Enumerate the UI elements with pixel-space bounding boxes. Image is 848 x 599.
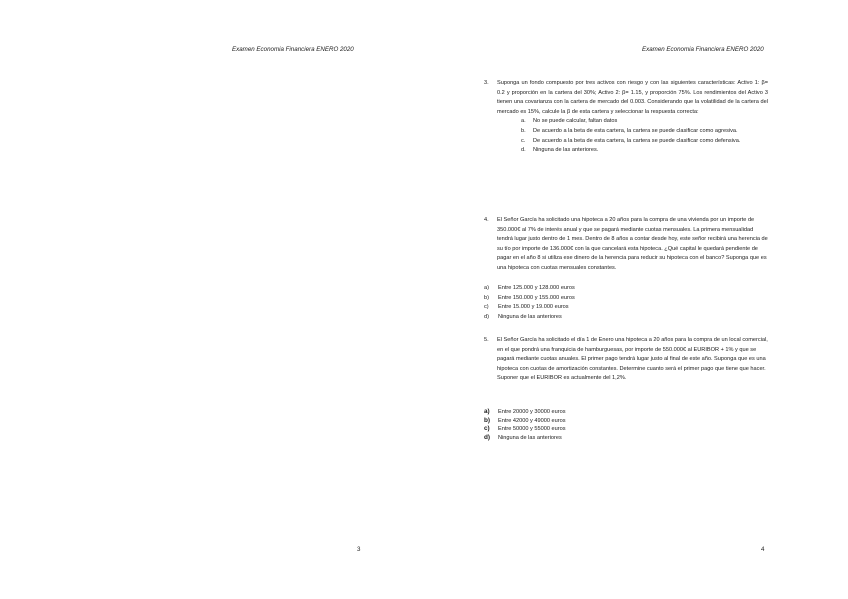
option-b: b) Entre 42000 y 49000 euros [484, 416, 566, 424]
question-4 [484, 216, 768, 274]
question-number: 5. [484, 337, 489, 343]
option-b: b. De acuerdo a la beta de esta cartera, la cartera se puede clasificar como agresiva. [521, 127, 738, 134]
page-number: 3 [357, 546, 361, 553]
option-c: c) Entre 50000 y 55000 euros [484, 425, 566, 433]
question-5 [484, 336, 768, 384]
option-c: c) Entre 15.000 y 19.000 euros [484, 304, 569, 311]
option-d: d) Ninguna de las anteriores [484, 313, 562, 320]
question-4-options [484, 284, 768, 322]
option-a: a) Entre 20000 y 30000 euros [484, 408, 566, 415]
question-text: El Señor García ha solicitado una hipoteca a 20 años para la compra de una vivienda por un importe de 350.000€ al 7% de interés anual y que se pagará mediante cuotas mensuales. La primera mensualidad tendrá lugar justo dentro de 1 mes. Dentro de 8 años a contar desde hoy, este señor recibirá una herencia de su tío por importe de 136.000€ con la que cancelará esta hipoteca. ¿Qué capital le quedará pendiente de pagar en el año 8 si utiliza ese dinero de la herencia para reducir su hipoteca con el banco? Suponga que es una hipoteca con cuotas mensuales constantes. [497, 217, 768, 271]
question-number: 3. [484, 80, 489, 86]
option-d: d) Ninguna de las anteriores [484, 433, 562, 441]
page-header: Examen Economia Financiera ENERO 2020 [642, 46, 764, 53]
option-d: d. Ninguna de las anteriores. [521, 147, 599, 154]
option-a: a. No se puede calcular, faltan datos [521, 118, 618, 125]
right-page [424, 0, 848, 599]
page-number: 4 [761, 546, 765, 553]
question-5-options [484, 408, 768, 442]
question-number: 4. [484, 217, 489, 223]
question-text: Suponga un fondo compuesto por tres activos con riesgo y con las siguientes características: Activo 1: β= 0.2 y proporción en la cartera del 30%; Activo 2: β= 1.15, y proporción 75%. Los rendimientos del Activo 3 tienen una covarianza con la cartera de mercado del 0.003. Considerando que la volatilidad de la cartera del mercado es 15%, calcule la β de esta cartera y seleccionar la respuesta correcta: [497, 80, 768, 115]
page-header: Examen Economia Financiera ENERO 2020 [232, 46, 354, 53]
question-3 [484, 79, 768, 156]
option-b: b) Entre 150.000 y 155.000 euros [484, 294, 575, 301]
question-text: El Señor García ha solicitado el día 1 de Enero una hipoteca a 20 años para la compra de un local comercial, en el que pondrá una franquicia de hamburguesas, por importe de 550.000€ al EURIBOR + 1% y que se pagará mediante cuotas anuales. El primer pago tendrá lugar justo al final de este año. Suponga que es una hipoteca con cuotas de amortización constantes. Determine cuanto será el primer pago que tiene que hacer. Suponer que el EURIBOR es actualmente del 1,2%. [497, 337, 768, 382]
option-a: a) Entre 125.000 y 128.000 euros [484, 285, 575, 291]
option-c: c. De acuerdo a la beta de esta cartera, la cartera se puede clasificar como defensiva. [521, 137, 741, 144]
options-list [497, 117, 768, 155]
